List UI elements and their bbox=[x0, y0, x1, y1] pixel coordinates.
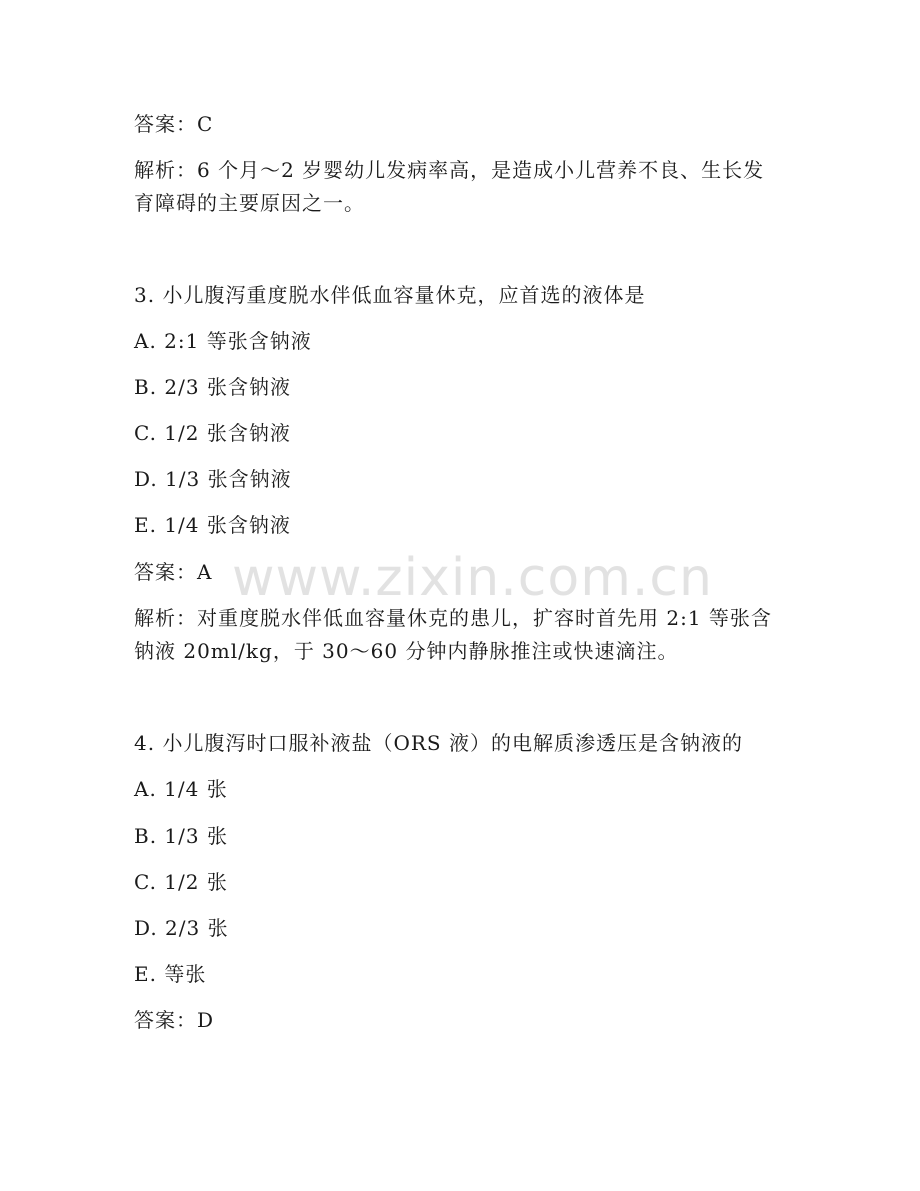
q3-question: 3. 小儿腹泻重度脱水伴低血容量休克，应首选的液体是 bbox=[134, 283, 646, 307]
q2-answer: 答案：C bbox=[134, 112, 214, 136]
q4-option-b: B. 1/3 张 bbox=[134, 824, 228, 848]
q2-analysis-line-1: 解析：6 个月～2 岁婴幼儿发病率高，是造成小儿营养不良、生长发 bbox=[134, 158, 765, 182]
q4-option-a: A. 1/4 张 bbox=[134, 777, 228, 801]
q4-answer: 答案：D bbox=[134, 1008, 215, 1032]
q2-analysis-line-2: 育障碍的主要原因之一。 bbox=[134, 191, 365, 215]
q4-question: 4. 小儿腹泻时口服补液盐（ORS 液）的电解质渗透压是含钠液的 bbox=[134, 731, 743, 755]
q3-option-c: C. 1/2 张含钠液 bbox=[134, 421, 291, 445]
q3-analysis-line-1: 解析：对重度脱水伴低血容量休克的患儿，扩容时首先用 2:1 等张含 bbox=[134, 606, 772, 630]
q3-option-b: B. 2/3 张含钠液 bbox=[134, 375, 291, 399]
q4-option-c: C. 1/2 张 bbox=[134, 870, 228, 894]
q3-option-d: D. 1/3 张含钠液 bbox=[134, 467, 292, 491]
q3-option-e: E. 1/4 张含钠液 bbox=[134, 513, 291, 537]
watermark: www.zixin.com.cn bbox=[232, 548, 713, 608]
q4-option-d: D. 2/3 张 bbox=[134, 916, 229, 940]
q3-option-a: A. 2:1 等张含钠液 bbox=[134, 329, 312, 353]
q4-option-e: E. 等张 bbox=[134, 962, 207, 986]
q3-answer: 答案：A bbox=[134, 560, 213, 584]
q3-analysis-line-2: 钠液 20ml/kg，于 30～60 分钟内静脉推注或快速滴注。 bbox=[134, 639, 679, 663]
